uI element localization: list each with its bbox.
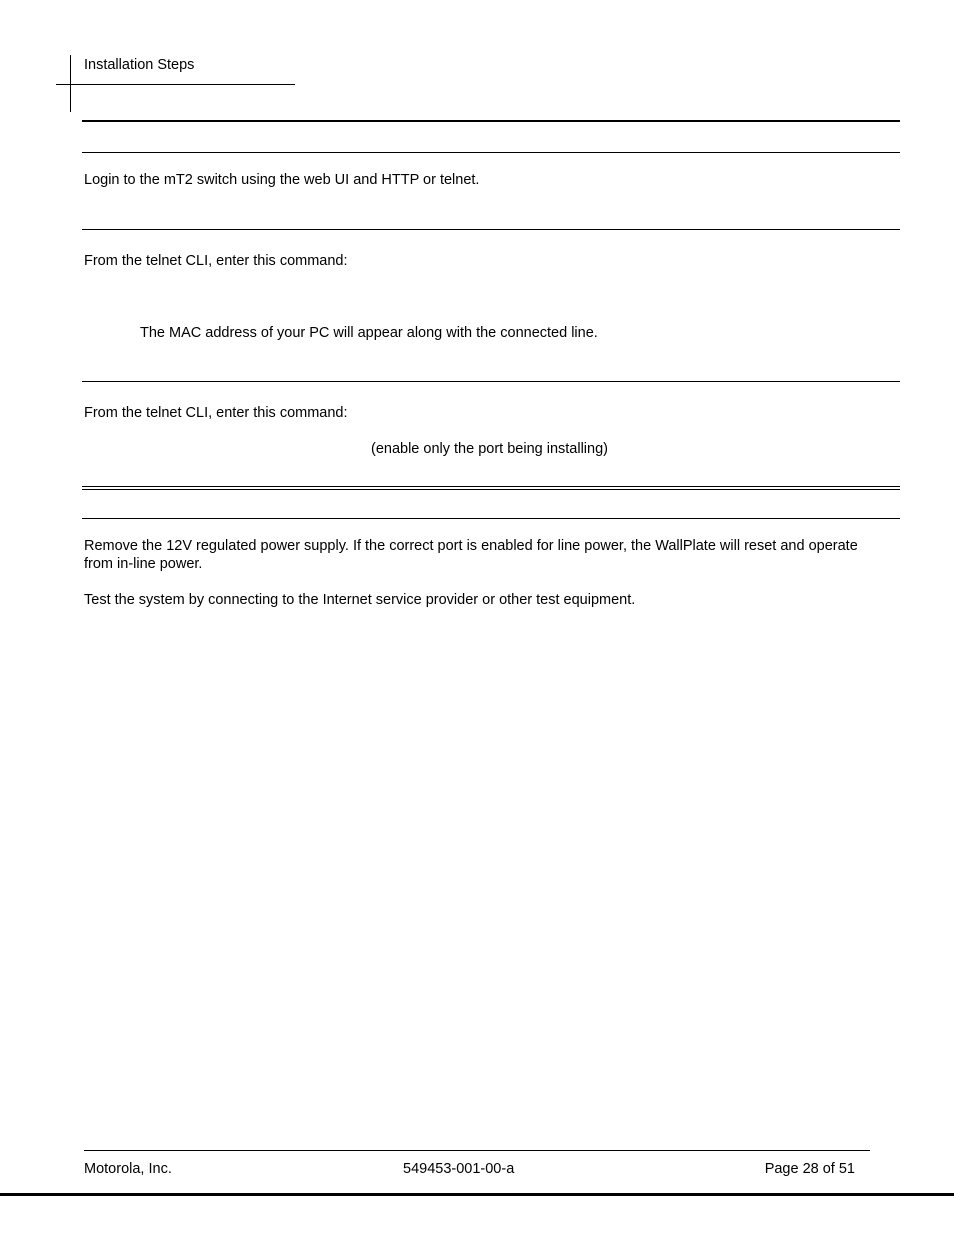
login-instruction: Login to the mT2 switch using the web UI and HTTP or telnet.	[84, 172, 480, 188]
step-divider-3	[82, 381, 900, 382]
cli-intro-1: From the telnet CLI, enter this command:	[84, 253, 348, 269]
remove-power-instruction: Remove the 12V regulated power supply. If the correct port is enabled for line power, the WallPlate will reset and operate from in-line power.	[84, 538, 858, 572]
footer-bottom-thick-rule	[0, 1193, 954, 1196]
footer-doc-number: 549453-001-00-a	[403, 1161, 515, 1177]
mac-address-note: The MAC address of your PC will appear along with the connected line.	[140, 325, 598, 341]
step-divider-1	[82, 152, 900, 153]
double-rule-bottom	[82, 489, 900, 490]
footer-rule	[84, 1150, 870, 1151]
double-rule-top	[82, 486, 900, 487]
step-divider-2	[82, 229, 900, 230]
enable-port-note: (enable only the port being installing)	[371, 441, 608, 457]
footer-page-number: Page 28 of 51	[764, 1161, 855, 1177]
step-divider-4	[82, 518, 900, 519]
test-system-instruction: Test the system by connecting to the Internet service provider or other test equipment.	[84, 592, 636, 608]
cli-intro-2: From the telnet CLI, enter this command:	[84, 405, 348, 421]
header-section-title: Installation Steps	[84, 57, 195, 73]
header-crop-mark-horizontal	[56, 84, 295, 85]
top-thick-rule	[82, 120, 900, 122]
footer-company: Motorola, Inc.	[84, 1161, 172, 1177]
